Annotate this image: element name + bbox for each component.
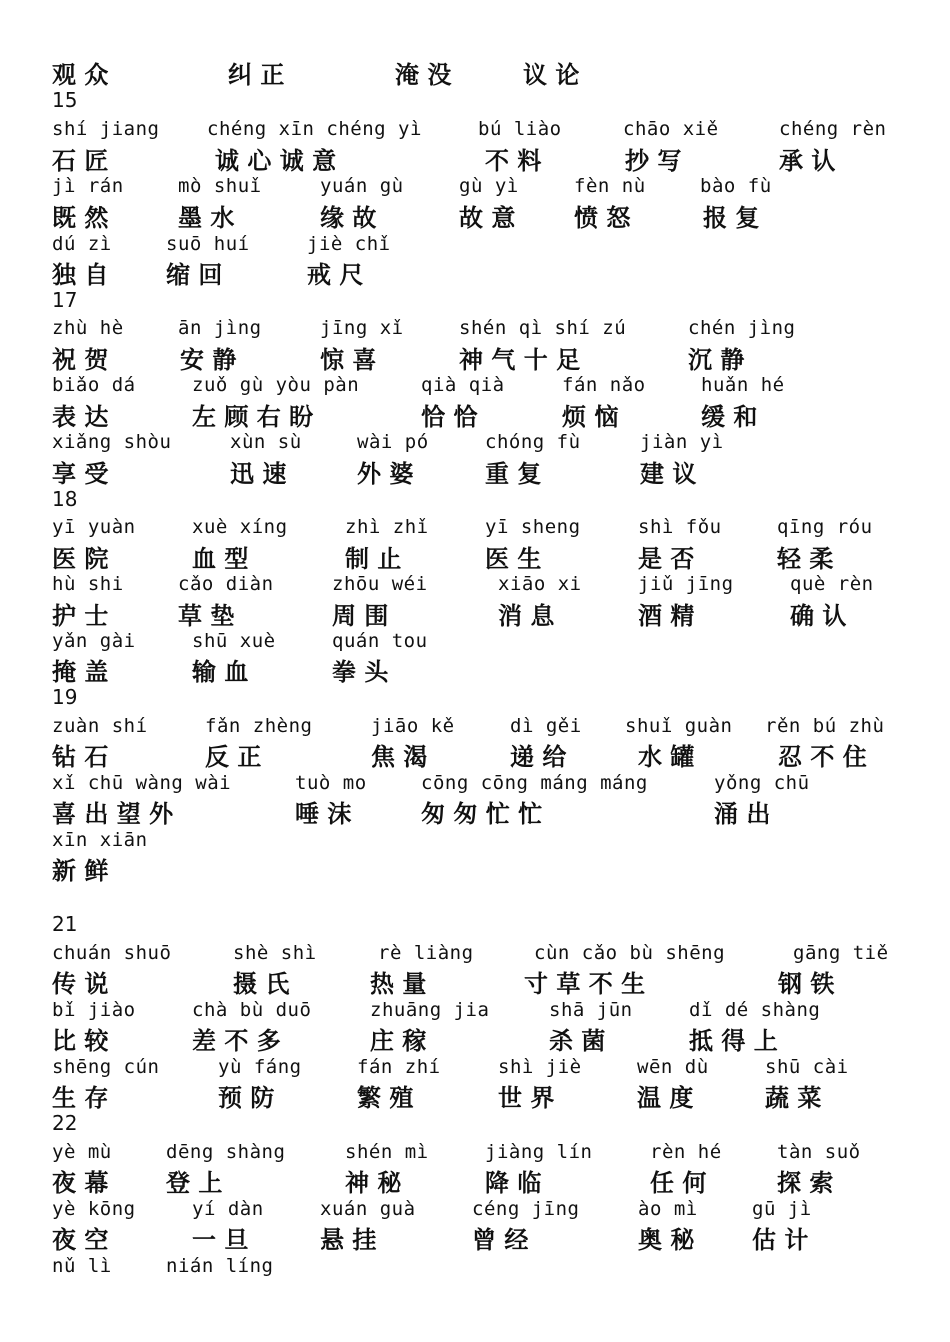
lesson-number-line: [0, 88, 950, 118]
hanzi-line: [0, 799, 950, 829]
pinyin-word: bǐ jiào: [52, 999, 136, 1021]
hanzi-word: 既 然: [52, 204, 109, 232]
pinyin-word: zuǒ gù yòu pàn: [192, 374, 360, 396]
pinyin-word: tàn suǒ: [777, 1141, 861, 1163]
pinyin-word: xùn sù: [230, 431, 302, 453]
pinyin-word: xuè xíng: [192, 516, 288, 538]
pinyin-word: ān jìng: [178, 317, 262, 339]
hanzi-word: 输 血: [192, 658, 249, 686]
hanzi-word: 草 垫: [178, 602, 235, 630]
lesson-number-line: [0, 1111, 950, 1141]
hanzi-word: 夜 空: [52, 1226, 109, 1254]
hanzi-word: 缘 故: [320, 204, 377, 232]
pinyin-word: rè liàng: [378, 942, 474, 964]
pinyin-word: bào fù: [700, 175, 772, 197]
lesson-number-line: [0, 912, 950, 942]
lesson-number-word: 22: [52, 1111, 78, 1135]
pinyin-word: xuán guà: [320, 1198, 416, 1220]
pinyin-word: rèn hé: [650, 1141, 722, 1163]
hanzi-word: 悬 挂: [320, 1226, 377, 1254]
pinyin-word: qīng róu: [777, 516, 873, 538]
pinyin-word: fán nǎo: [562, 374, 646, 396]
pinyin-word: tuò mo: [295, 772, 367, 794]
hanzi-line: [0, 544, 950, 574]
hanzi-line: [0, 146, 950, 176]
hanzi-word: 一 旦: [192, 1226, 249, 1254]
hanzi-word: 确 认: [790, 602, 847, 630]
pinyin-line: [0, 117, 950, 147]
pinyin-word: quán tou: [332, 630, 428, 652]
hanzi-word: 反 正: [205, 743, 262, 771]
pinyin-line: [0, 998, 950, 1028]
pinyin-word: céng jīng: [472, 1198, 580, 1220]
hanzi-word: 医 院: [52, 545, 109, 573]
hanzi-word: 水 罐: [638, 743, 695, 771]
hanzi-word: 周 围: [332, 602, 389, 630]
hanzi-word: 比 较: [52, 1027, 109, 1055]
hanzi-word: 任 何: [650, 1169, 707, 1197]
pinyin-word: zhù hè: [52, 317, 124, 339]
pinyin-word: jiàn yì: [640, 431, 724, 453]
pinyin-word: shén qì shí zú: [459, 317, 627, 339]
hanzi-word: 惊 喜: [320, 346, 377, 374]
hanzi-word: 护 士: [52, 602, 109, 630]
pinyin-word: zuàn shí: [52, 715, 148, 737]
pinyin-word: shū cài: [765, 1056, 849, 1078]
hanzi-word: 轻 柔: [777, 545, 834, 573]
pinyin-line: [0, 316, 950, 346]
pinyin-word: huǎn hé: [701, 374, 785, 396]
hanzi-word: 建 议: [640, 460, 697, 488]
hanzi-word: 制 止: [345, 545, 402, 573]
pinyin-word: nǔ lì: [52, 1255, 112, 1277]
pinyin-line: [0, 174, 950, 204]
pinyin-word: cōng cōng máng máng: [421, 772, 648, 794]
hanzi-word: 唾 沫: [295, 800, 352, 828]
lesson-number-word: 21: [52, 912, 78, 936]
pinyin-word: gù yì: [459, 175, 519, 197]
hanzi-word: 抄 写: [625, 147, 682, 175]
hanzi-word: 焦 渴: [371, 743, 428, 771]
hanzi-word: 寸 草 不 生: [524, 970, 646, 998]
pinyin-word: xiǎng shòu: [52, 431, 172, 453]
pinyin-line: [0, 941, 950, 971]
hanzi-word: 重 复: [485, 460, 542, 488]
pinyin-word: bú liào: [478, 118, 562, 140]
pinyin-line: [0, 1197, 950, 1227]
hanzi-word: 承 认: [779, 147, 836, 175]
hanzi-word: 热 量: [370, 970, 427, 998]
hanzi-word: 迅 速: [230, 460, 287, 488]
pinyin-line: [0, 515, 950, 545]
hanzi-word: 恰 恰: [421, 403, 478, 431]
pinyin-word: rěn bú zhù: [765, 715, 885, 737]
pinyin-word: shēng cún: [52, 1056, 160, 1078]
pinyin-line: [0, 714, 950, 744]
pinyin-line: [0, 373, 950, 403]
hanzi-word: 墨 水: [178, 204, 235, 232]
hanzi-word: 掩 盖: [52, 658, 109, 686]
pinyin-word: jì rán: [52, 175, 124, 197]
pinyin-word: jiàng lín: [485, 1141, 593, 1163]
pinyin-word: shā jūn: [549, 999, 633, 1021]
hanzi-word: 议 论: [523, 61, 580, 89]
hanzi-word: 拳 头: [332, 658, 389, 686]
hanzi-word: 报 复: [703, 204, 760, 232]
pinyin-word: ào mì: [638, 1198, 698, 1220]
lesson-number-word: 15: [52, 88, 78, 112]
pinyin-word: gū jì: [752, 1198, 812, 1220]
pinyin-word: yè kōng: [52, 1198, 136, 1220]
hanzi-word: 诚 心 诚 意: [215, 147, 337, 175]
pinyin-line: [0, 629, 950, 659]
lesson-number-word: 18: [52, 487, 78, 511]
pinyin-word: chuán shuō: [52, 942, 172, 964]
pinyin-word: gāng tiě: [793, 942, 889, 964]
pinyin-word: xǐ chū wàng wài: [52, 772, 232, 794]
hanzi-line: [0, 969, 950, 999]
hanzi-word: 夜 幕: [52, 1169, 109, 1197]
pinyin-word: què rèn: [790, 573, 874, 595]
pinyin-word: xiāo xi: [498, 573, 582, 595]
pinyin-line: [0, 828, 950, 858]
pinyin-word: yuán gù: [320, 175, 404, 197]
hanzi-word: 戒 尺: [307, 261, 364, 289]
hanzi-line: [0, 459, 950, 489]
hanzi-word: 故 意: [459, 204, 516, 232]
hanzi-word: 生 存: [52, 1084, 109, 1112]
pinyin-word: shí jiang: [52, 118, 160, 140]
hanzi-word: 表 达: [52, 403, 109, 431]
pinyin-word: wēn dù: [637, 1056, 709, 1078]
pinyin-word: yù fáng: [218, 1056, 302, 1078]
hanzi-line: [0, 601, 950, 631]
pinyin-word: shén mì: [345, 1141, 429, 1163]
pinyin-word: qià qià: [421, 374, 505, 396]
hanzi-word: 淹 没: [395, 61, 452, 89]
pinyin-word: yī sheng: [485, 516, 581, 538]
pinyin-word: yè mù: [52, 1141, 112, 1163]
pinyin-word: fǎn zhèng: [205, 715, 313, 737]
hanzi-word: 探 索: [777, 1169, 834, 1197]
hanzi-word: 祝 贺: [52, 346, 109, 374]
hanzi-line: [0, 60, 950, 90]
hanzi-line: [0, 856, 950, 886]
pinyin-word: fèn nù: [574, 175, 646, 197]
hanzi-word: 庄 稼: [370, 1027, 427, 1055]
hanzi-word: 享 受: [52, 460, 109, 488]
hanzi-line: [0, 260, 950, 290]
pinyin-word: dēng shàng: [166, 1141, 286, 1163]
pinyin-word: chéng rèn: [779, 118, 887, 140]
hanzi-word: 外 婆: [357, 460, 414, 488]
hanzi-word: 降 临: [485, 1169, 542, 1197]
pinyin-word: zhuāng jia: [370, 999, 490, 1021]
hanzi-word: 缩 回: [166, 261, 223, 289]
hanzi-word: 沉 静: [688, 346, 745, 374]
pinyin-word: yí dàn: [192, 1198, 264, 1220]
hanzi-word: 估 计: [752, 1226, 809, 1254]
pinyin-line: [0, 1055, 950, 1085]
hanzi-word: 纠 正: [228, 61, 285, 89]
pinyin-word: mò shuǐ: [178, 175, 262, 197]
hanzi-line: [0, 402, 950, 432]
hanzi-word: 神 秘: [345, 1169, 402, 1197]
pinyin-word: shuǐ guàn: [625, 715, 733, 737]
hanzi-line: [0, 1083, 950, 1113]
hanzi-word: 温 度: [637, 1084, 694, 1112]
hanzi-word: 石 匠: [52, 147, 109, 175]
pinyin-word: zhōu wéi: [332, 573, 428, 595]
pinyin-word: jiǔ jīng: [638, 573, 734, 595]
pinyin-word: yǒng chū: [714, 772, 810, 794]
pinyin-word: dú zì: [52, 233, 112, 255]
hanzi-word: 忍 不 住: [778, 743, 867, 771]
pinyin-word: xīn xiān: [52, 829, 148, 851]
lesson-number-word: 17: [52, 288, 78, 312]
pinyin-word: biǎo dá: [52, 374, 136, 396]
hanzi-word: 预 防: [218, 1084, 275, 1112]
pinyin-word: nián líng: [166, 1255, 274, 1277]
hanzi-line: [0, 657, 950, 687]
hanzi-word: 登 上: [166, 1169, 223, 1197]
pinyin-word: jiāo kě: [371, 715, 455, 737]
pinyin-line: [0, 1140, 950, 1170]
lesson-number-line: [0, 685, 950, 715]
hanzi-line: [0, 1168, 950, 1198]
pinyin-line: [0, 572, 950, 602]
pinyin-word: chà bù duō: [192, 999, 312, 1021]
hanzi-word: 左 顾 右 盼: [192, 403, 314, 431]
hanzi-line: [0, 742, 950, 772]
lesson-number-line: [0, 288, 950, 318]
pinyin-word: suō huí: [166, 233, 250, 255]
hanzi-word: 涌 出: [714, 800, 771, 828]
hanzi-line: [0, 1225, 950, 1255]
pinyin-word: yī yuàn: [52, 516, 136, 538]
hanzi-word: 烦 恼: [562, 403, 619, 431]
pinyin-word: yǎn gài: [52, 630, 136, 652]
hanzi-word: 独 自: [52, 261, 109, 289]
pinyin-line: [0, 771, 950, 801]
pinyin-word: cǎo diàn: [178, 573, 274, 595]
hanzi-word: 差 不 多: [192, 1027, 281, 1055]
pinyin-line: [0, 232, 950, 262]
hanzi-word: 血 型: [192, 545, 249, 573]
hanzi-word: 消 息: [498, 602, 555, 630]
hanzi-word: 世 界: [498, 1084, 555, 1112]
hanzi-word: 匆 匆 忙 忙: [421, 800, 543, 828]
pinyin-word: shì fǒu: [638, 516, 722, 538]
pinyin-word: jīng xǐ: [320, 317, 404, 339]
hanzi-line: [0, 203, 950, 233]
hanzi-word: 是 否: [638, 545, 695, 573]
hanzi-word: 摄 氏: [233, 970, 290, 998]
hanzi-word: 新 鲜: [52, 857, 109, 885]
pinyin-word: zhì zhǐ: [345, 516, 429, 538]
pinyin-word: dì gěi: [510, 715, 582, 737]
hanzi-word: 缓 和: [701, 403, 758, 431]
pinyin-word: shì jiè: [498, 1056, 582, 1078]
hanzi-word: 奥 秘: [638, 1226, 695, 1254]
hanzi-word: 杀 菌: [549, 1027, 606, 1055]
hanzi-word: 安 静: [180, 346, 237, 374]
hanzi-line: [0, 1026, 950, 1056]
hanzi-word: 喜 出 望 外: [52, 800, 174, 828]
hanzi-word: 钢 铁: [778, 970, 835, 998]
hanzi-word: 酒 精: [638, 602, 695, 630]
hanzi-word: 钻 石: [52, 743, 109, 771]
pinyin-word: chāo xiě: [623, 118, 719, 140]
hanzi-word: 医 生: [485, 545, 542, 573]
pinyin-word: chéng xīn chéng yì: [207, 118, 422, 140]
hanzi-word: 递 给: [510, 743, 567, 771]
pinyin-word: chóng fù: [485, 431, 581, 453]
hanzi-word: 不 料: [485, 147, 542, 175]
pinyin-word: shū xuè: [192, 630, 276, 652]
hanzi-word: 愤 怒: [574, 204, 631, 232]
pinyin-word: shè shì: [233, 942, 317, 964]
pinyin-word: cùn cǎo bù shēng: [534, 942, 726, 964]
hanzi-word: 传 说: [52, 970, 109, 998]
hanzi-word: 繁 殖: [357, 1084, 414, 1112]
hanzi-word: 曾 经: [472, 1226, 529, 1254]
pinyin-word: jiè chǐ: [307, 233, 391, 255]
pinyin-word: dǐ dé shàng: [689, 999, 821, 1021]
hanzi-line: [0, 345, 950, 375]
hanzi-word: 观 众: [52, 61, 109, 89]
pinyin-line: [0, 430, 950, 460]
hanzi-word: 神 气 十 足: [459, 346, 581, 374]
lesson-number-word: 19: [52, 685, 78, 709]
pinyin-word: chén jìng: [688, 317, 796, 339]
pinyin-word: wài pó: [357, 431, 429, 453]
hanzi-word: 抵 得 上: [689, 1027, 778, 1055]
pinyin-word: fán zhí: [357, 1056, 441, 1078]
pinyin-line: [0, 1254, 950, 1284]
lesson-number-line: [0, 487, 950, 517]
hanzi-word: 蔬 菜: [765, 1084, 822, 1112]
pinyin-word: hù shi: [52, 573, 124, 595]
